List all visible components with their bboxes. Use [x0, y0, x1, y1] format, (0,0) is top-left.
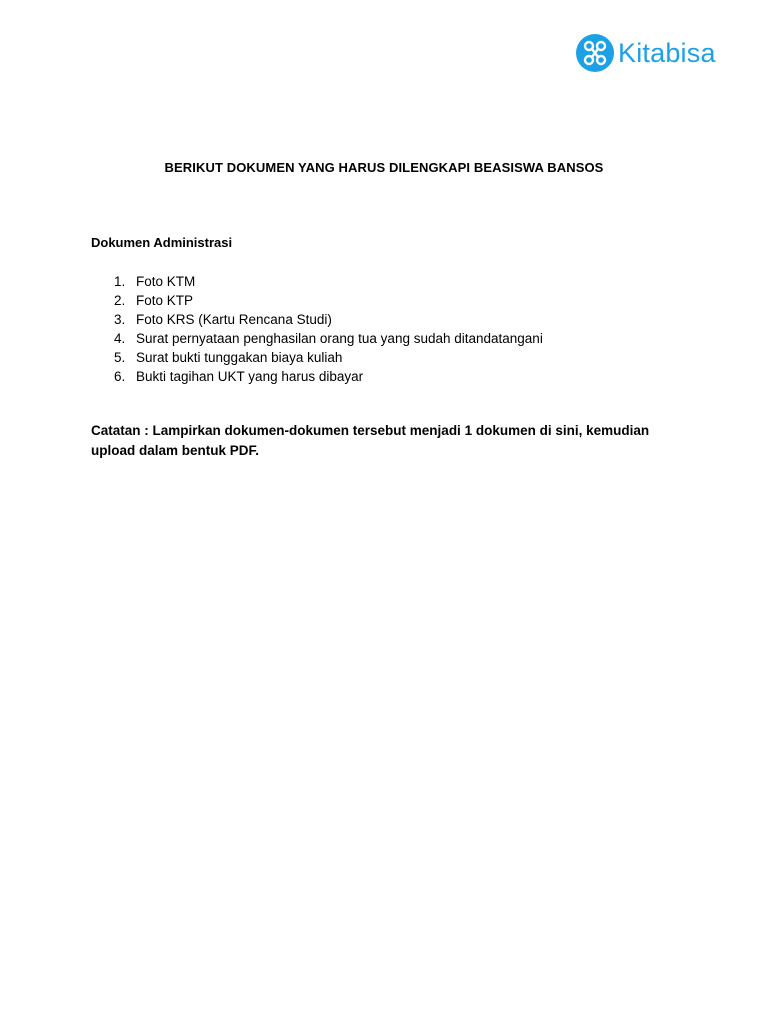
list-item-text: Surat pernyataan penghasilan orang tua yang sudah ditandatangani [136, 331, 543, 346]
list-item-text: Surat bukti tunggakan biaya kuliah [136, 350, 343, 365]
list-item [91, 348, 543, 367]
logo-wordmark: Kitabisa [618, 37, 716, 68]
list-item-text: Foto KTM [136, 274, 196, 289]
list-item [91, 367, 543, 386]
kitabisa-logo [576, 33, 716, 73]
list-item-number: 4. [114, 331, 126, 346]
document-title: BERIKUT DOKUMEN YANG HARUS DILENGKAPI BEASISWA BANSOS [164, 160, 604, 175]
list-item-number: 1. [114, 274, 126, 289]
list-item-number: 5. [114, 350, 126, 365]
list-item-number: 6. [114, 369, 126, 384]
list-item-text: Foto KRS (Kartu Rencana Studi) [136, 312, 332, 327]
note-line: upload dalam bentuk PDF. [91, 443, 260, 458]
note-paragraph [91, 421, 691, 461]
list-item-number: 2. [114, 293, 126, 308]
note-line: Catatan : Lampirkan dokumen-dokumen tersebut menjadi 1 dokumen di sini, kemudian [91, 423, 650, 438]
list-item-text: Foto KTP [136, 293, 194, 308]
list-item-text: Bukti tagihan UKT yang harus dibayar [136, 369, 364, 384]
list-item [91, 291, 543, 310]
document-list [91, 272, 543, 386]
section-heading: Dokumen Administrasi [91, 235, 233, 250]
list-item-number: 3. [114, 312, 126, 327]
list-item [91, 329, 543, 348]
list-item [91, 310, 543, 329]
list-item [91, 272, 543, 291]
kitabisa-knot-icon [576, 34, 614, 72]
